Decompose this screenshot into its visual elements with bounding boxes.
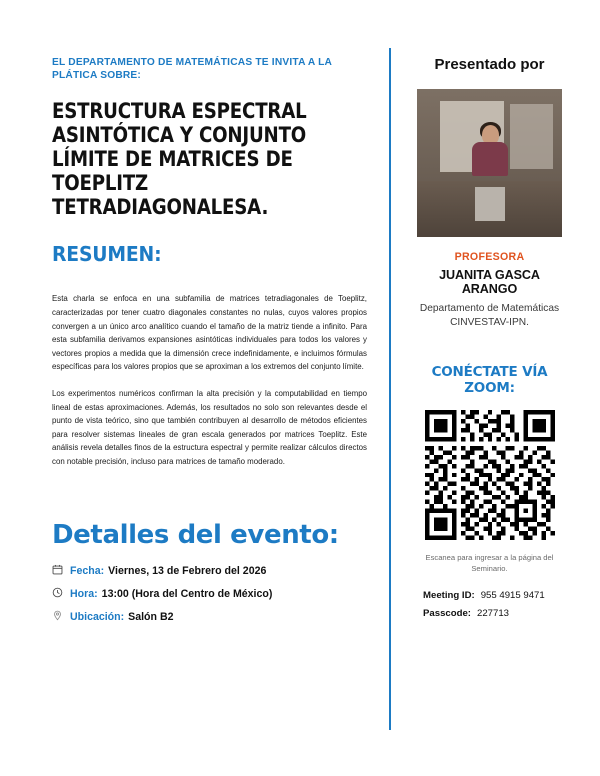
event-detail-time-label: Hora: xyxy=(70,587,98,600)
right-column xyxy=(391,46,562,736)
zoom-heading: CONÉCTATE VÍA ZOOM: xyxy=(431,363,548,396)
speaker-affiliation-line2: CINVESTAV-IPN. xyxy=(450,316,529,328)
zoom-meeting-info xyxy=(417,590,562,626)
event-detail-location-label: Ubicación: xyxy=(70,610,125,623)
meeting-id-row xyxy=(423,590,562,601)
talk-title: ESTRUCTURA ESPECTRAL ASINTÓTICA Y CONJUNTO LÍMITE DE MATRICES DE TOEPLITZ TETRADIAGONALESA. xyxy=(52,99,307,221)
event-details-heading: Detalles del evento: xyxy=(52,519,339,550)
speaker-role: PROFESORA xyxy=(454,251,525,263)
event-detail-date-value: Viernes, 13 de Febrero del 2026 xyxy=(108,564,267,577)
event-detail-time-value: 13:00 (Hora del Centro de México) xyxy=(101,587,273,600)
abstract-paragraph: Los experimentos numéricos confirman la alta precisión y la computabilidad en tiempo lineal de estas aproximaciones. Además, los resultados no solo son relevantes desde el punto de vista teórico, sino que también contribuyen al desarrollo de métodos eficientes para resolver sistemas lineales de gran escala generados por matrices Toeplitz. Este análisis revela detalles finos de la estructura espectral y permite realizar cálculos directos con notable precisión, incluso para matrices de tamaño moderado. xyxy=(52,389,367,467)
event-detail-location-value: Salón B2 xyxy=(128,610,174,623)
speaker-photo xyxy=(417,89,562,237)
event-detail-time xyxy=(52,587,367,601)
meeting-id-value: 955 4915 9471 xyxy=(480,590,545,602)
abstract-paragraph: Esta charla se enfoca en una subfamilia de matrices tetradiagonales de Toeplitz, caracterizadas por tener cuatro diagonales constantes no nulas, cuyos valores propios convergen a un único arco analítico cuando el tamaño de la matriz tiende a infinito. Para esta subfamilia derivamos expansiones asintóticas individuales para todos los valores y vectores propios a medida que la dimensión crece indefinidamente, e incluimos fórmulas específicas para los valores propios que se aproximan a los extremos del conjunto límite. xyxy=(52,294,367,372)
passcode-label: Passcode: xyxy=(423,608,471,620)
left-column xyxy=(52,46,389,736)
presented-by-heading: Presentado por xyxy=(434,56,545,73)
passcode-row xyxy=(423,608,562,619)
qr-instruction-text: Escanea para ingresar a la página del Seminario. xyxy=(425,552,554,573)
speaker-name: JUANITA GASCA ARANGO xyxy=(439,268,540,296)
speaker-affiliation-line1: Departamento de Matemáticas xyxy=(419,303,560,314)
meeting-id-label: Meeting ID: xyxy=(423,590,475,602)
abstract-body xyxy=(52,292,367,481)
event-detail-date xyxy=(52,564,367,578)
invitation-line: EL DEPARTAMENTO DE MATEMÁTICAS TE INVITA A LA PLÁTICA SOBRE: xyxy=(52,57,332,82)
zoom-qr-code[interactable] xyxy=(425,410,555,540)
location-pin-icon xyxy=(52,610,70,624)
passcode-value: 227713 xyxy=(477,608,510,620)
event-detail-location xyxy=(52,610,367,624)
event-detail-date-label: Fecha: xyxy=(70,564,105,577)
calendar-icon xyxy=(52,564,70,578)
abstract-heading: RESUMEN: xyxy=(52,242,162,267)
clock-icon xyxy=(52,587,70,601)
